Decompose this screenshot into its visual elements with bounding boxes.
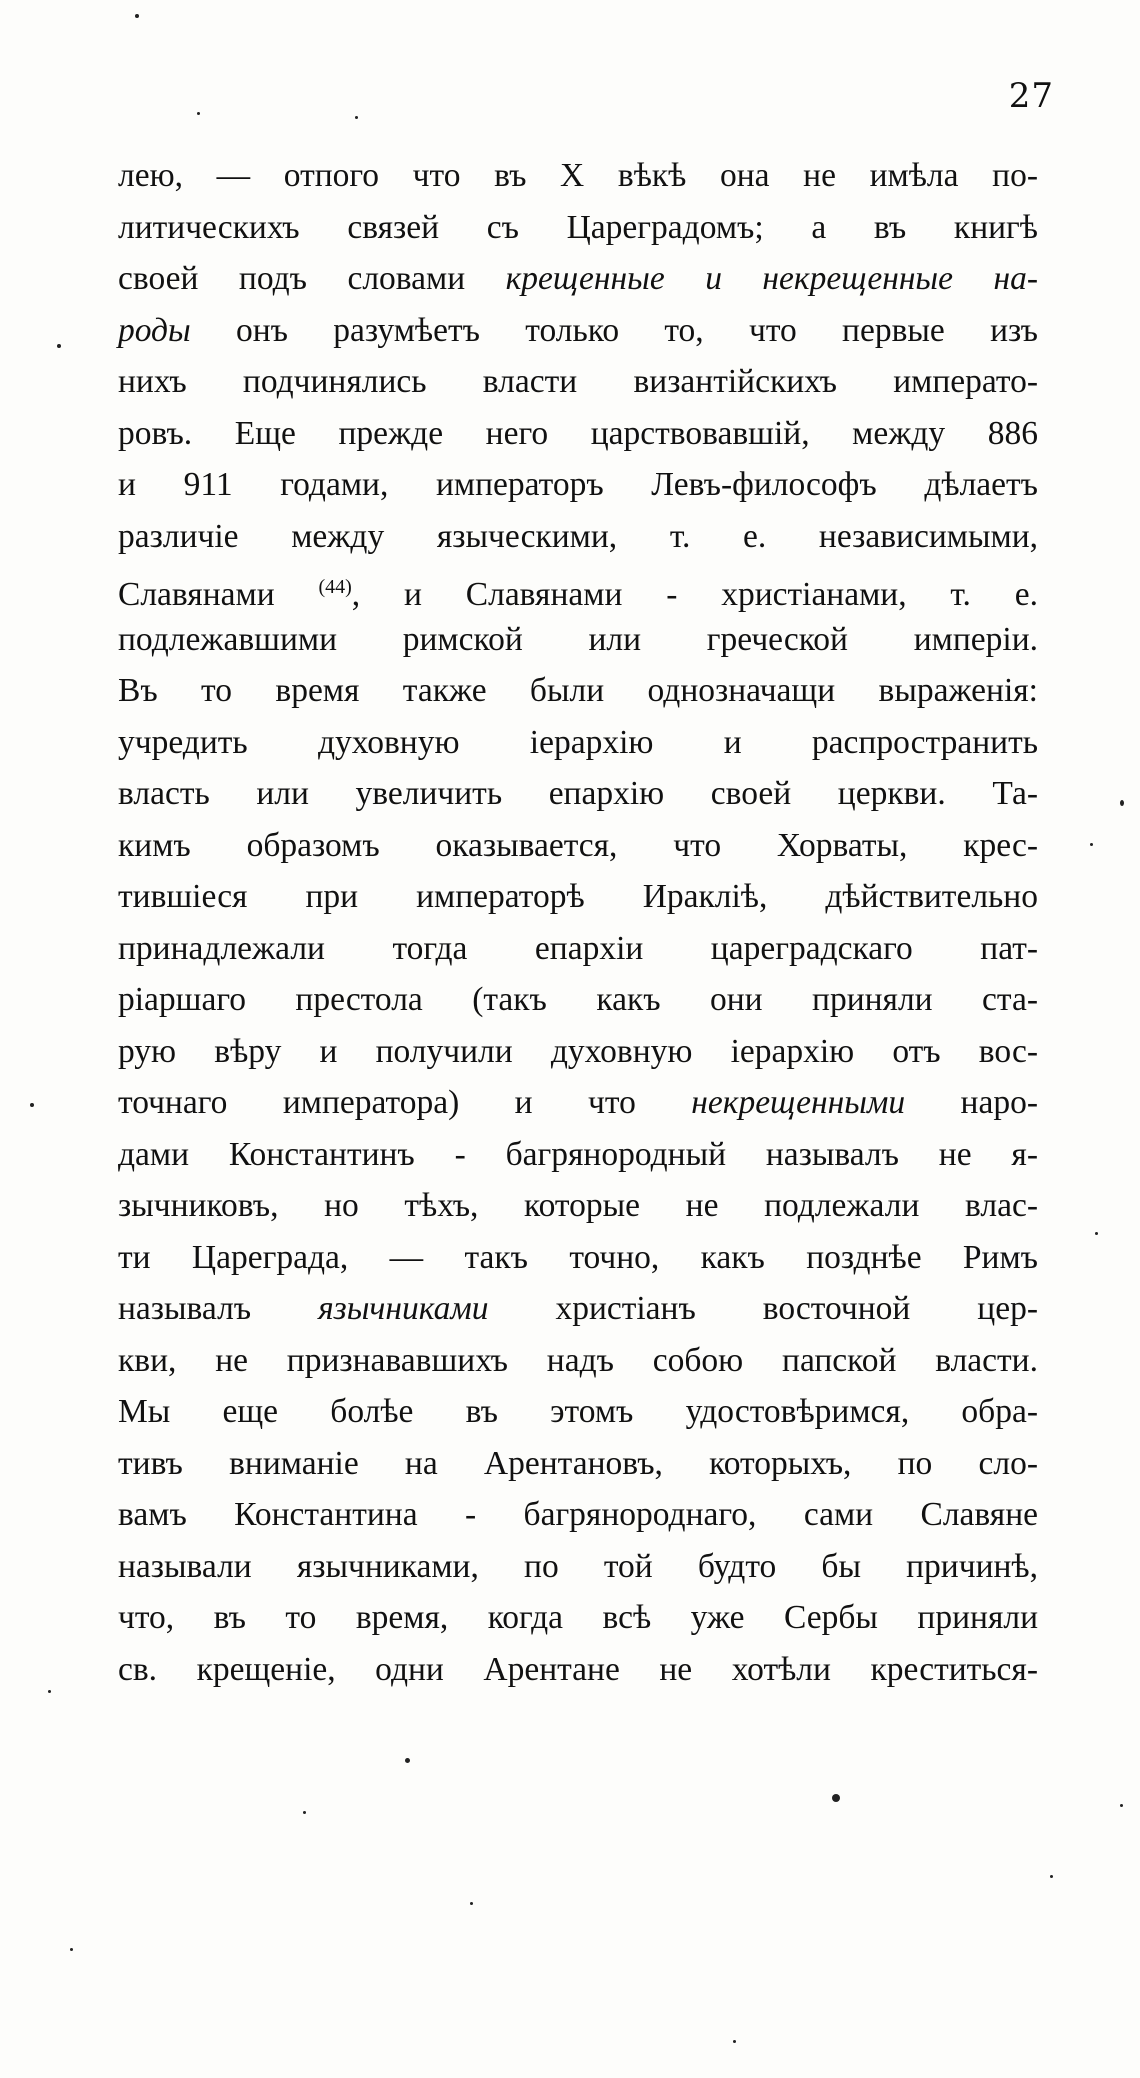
text-line (118, 562, 1038, 614)
text-line (118, 1283, 1038, 1335)
text-line (118, 150, 1038, 202)
scan-speck (832, 1794, 840, 1802)
italic-phrase: язычниками (318, 1290, 489, 1327)
text-line (118, 1541, 1038, 1593)
text-line (118, 871, 1038, 923)
text-line (118, 1644, 1038, 1696)
text-run: зычниковъ, но тѣхъ, которые не подлежали влас- (118, 1187, 1038, 1224)
scan-speck (1120, 1804, 1123, 1807)
footnote-ref: (44) (318, 576, 352, 598)
text-line (118, 1129, 1038, 1181)
scan-speck (135, 14, 139, 18)
text-line (118, 1026, 1038, 1078)
body-text (118, 150, 1038, 1695)
text-run: власть или увеличить епархію своей церкви. Та- (118, 775, 1038, 812)
scan-speck (355, 116, 358, 119)
text-run: рую вѣру и получили духовную іерархію отъ вос- (118, 1032, 1038, 1070)
text-run: христіанъ восточной цер- (488, 1290, 1038, 1327)
text-run: различіе между языческими, т. е. независимыми, (118, 517, 1038, 555)
scan-speck (303, 1811, 306, 1814)
text-line (118, 820, 1038, 872)
text-run: нихъ подчинялись власти византійскихъ императо- (118, 363, 1038, 400)
text-run: учредить духовную іерархію и распространить (118, 723, 1038, 761)
text-line (118, 665, 1038, 717)
text-run: ти Цареграда, — такъ точно, какъ позднѣе Римъ (118, 1238, 1038, 1276)
italic-phrase: роды (118, 311, 191, 349)
text-line (118, 1077, 1038, 1129)
text-line (118, 1438, 1038, 1490)
text-run: литическихъ связей съ Цареградомъ; а въ книгѣ (118, 208, 1038, 246)
text-run: ріаршаго престола (такъ какъ они приняли ста- (118, 981, 1038, 1018)
text-run: св. крещеніе, одни Арентане не хотѣли креститься- (118, 1650, 1038, 1688)
text-line (118, 1232, 1038, 1284)
scan-speck (405, 1758, 410, 1763)
text-line (118, 1386, 1038, 1438)
text-run: подлежавшими римской или греческой имперіи. (118, 620, 1038, 658)
text-run: и 911 годами, императоръ Левъ-философъ дѣлаетъ (118, 466, 1038, 503)
text-line (118, 717, 1038, 769)
text-run: точнаго императора) и что (118, 1084, 692, 1121)
text-line (118, 1335, 1038, 1387)
text-run: Въ то время также были однозначащи выраженія: (118, 672, 1038, 709)
scan-speck (1120, 800, 1124, 806)
text-run: кимъ образомъ оказывается, что Хорваты, крес- (118, 826, 1038, 864)
scan-speck (470, 1902, 473, 1905)
italic-phrase: крещенные и некрещенные на- (505, 260, 1038, 297)
scan-speck (57, 344, 61, 348)
text-run: принадлежали тогда епархіи цареградскаго пат- (118, 929, 1038, 967)
scan-speck (30, 1103, 34, 1107)
text-run: тившіеся при императорѣ Ираклiѣ, дѣйствительно (118, 878, 1038, 915)
italic-phrase: некрещенными (691, 1084, 906, 1121)
scan-speck (70, 1948, 73, 1951)
text-line (118, 459, 1038, 511)
text-run: тивъ вниманіе на Арентановъ, которыхъ, по сло- (118, 1444, 1038, 1482)
text-run: что, въ то время, когда всѣ уже Сербы приняли (118, 1599, 1038, 1636)
text-run: онъ разумѣетъ только то, что первые изъ (190, 311, 1038, 349)
scan-speck (733, 2040, 736, 2043)
text-line (118, 1180, 1038, 1232)
text-run: кви, не признававшихъ надъ собою папской власти. (118, 1341, 1038, 1379)
text-line (118, 202, 1038, 254)
text-run: вамъ Константина - багрянороднаго, сами Славяне (118, 1496, 1038, 1533)
text-run: Славянами (118, 576, 319, 613)
text-run: дами Константинъ - багрянородный называлъ не я- (118, 1135, 1038, 1173)
scan-speck (1095, 1232, 1098, 1235)
text-line (118, 1489, 1038, 1541)
text-line (118, 511, 1038, 563)
scan-speck (1090, 843, 1093, 846)
text-line (118, 305, 1038, 357)
text-run: своей подъ словами (118, 260, 506, 297)
scan-speck (1050, 1875, 1053, 1878)
page-number: 27 (1008, 76, 1054, 116)
text-line (118, 614, 1038, 666)
text-line (118, 974, 1038, 1026)
text-run: называли язычниками, по той будто бы причинѣ, (118, 1547, 1038, 1585)
text-line (118, 408, 1038, 460)
text-line (118, 253, 1038, 305)
text-run: наро- (905, 1084, 1039, 1121)
text-run: лею, — отпого что въ X вѣкѣ она не имѣла по- (118, 157, 1038, 194)
scan-speck (48, 1690, 51, 1693)
text-line (118, 356, 1038, 408)
scan-speck (197, 112, 200, 115)
text-run: , и Славянами - христіанами, т. е. (351, 576, 1039, 613)
text-run: Мы еще болѣе въ этомъ удостовѣримся, обра- (118, 1393, 1038, 1430)
text-line (118, 1592, 1038, 1644)
text-line (118, 923, 1038, 975)
text-run: ровъ. Еще прежде него царствовавшій, между 886 (118, 414, 1038, 452)
text-line (118, 768, 1038, 820)
text-run: называлъ (118, 1290, 319, 1327)
